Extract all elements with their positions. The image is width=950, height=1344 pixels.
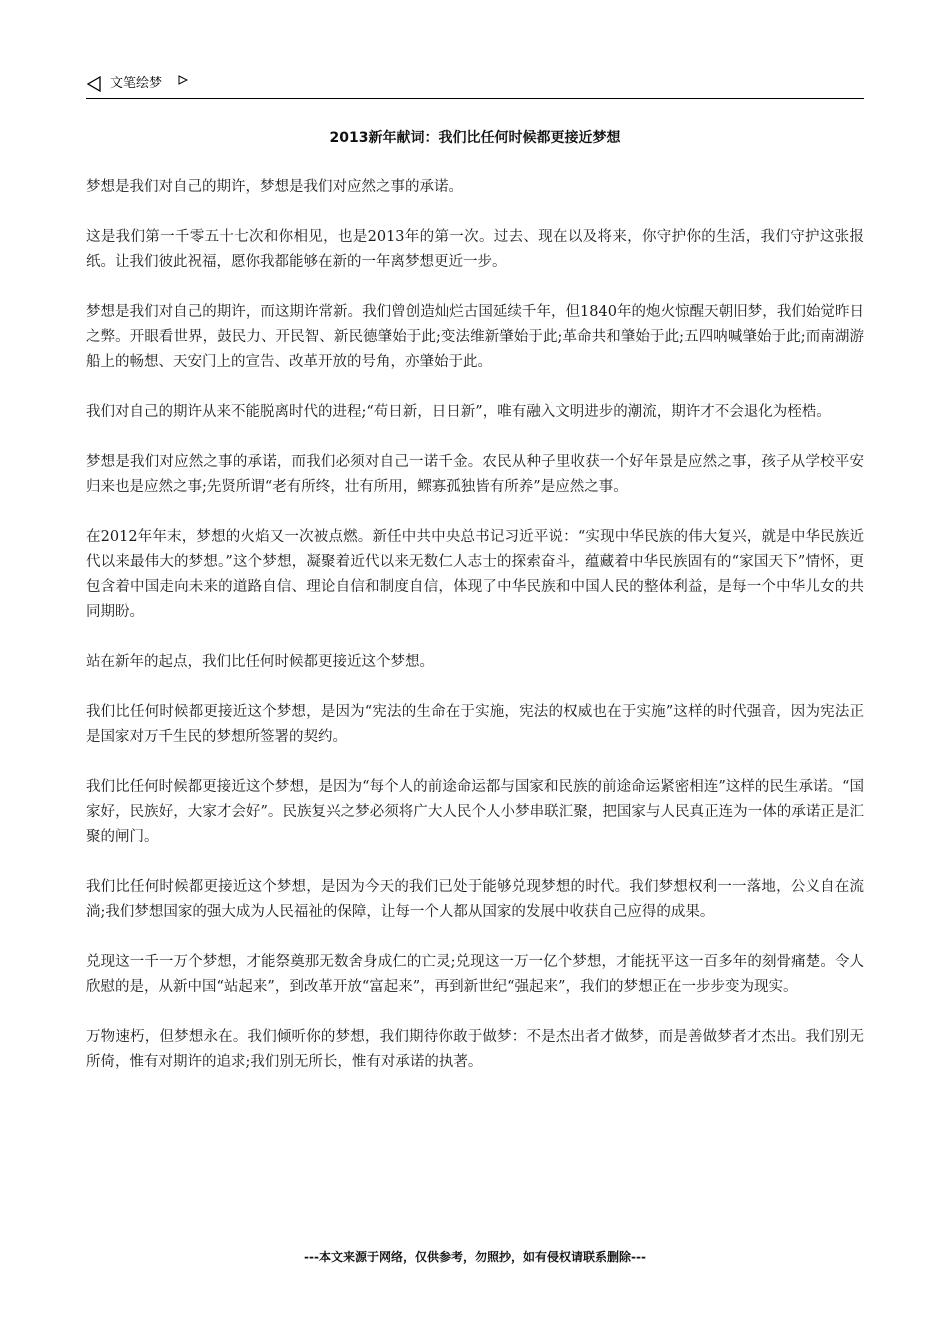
header-brand: 文笔绘梦 (110, 76, 163, 91)
paragraph: 在2012年年末，梦想的火焰又一次被点燃。新任中共中央总书记习近平说：“实现中华民族的伟大复兴，就是中华民族近代以来最伟大的梦想。”这个梦想，凝聚着近代以来无数仁人志士的探索奋斗，蕴藏着中华民族固有的“家国天下”情怀，更包含着中国走向未来的道路自信、理论自信和制度自信，体现了中华民族和中国人民的整体利益，是每一个中华儿女的共同期盼。 (86, 529, 864, 620)
triangle-right-icon (178, 75, 188, 85)
paragraph: 梦想是我们对自己的期许，梦想是我们对应然之事的承诺。 (86, 179, 463, 195)
document-title: 2013新年献词：我们比任何时候都更接近梦想 (329, 130, 621, 146)
paragraph: 我们比任何时候都更接近这个梦想，是因为“每个人的前途命运都与国家和民族的前途命运紧密相连”这样的民生承诺。“国家好，民族好，大家才会好”。民族复兴之梦必须将广大人民个人小梦串联汇聚，把国家与人民真正连为一体的承诺正是汇聚的闸门。 (86, 779, 864, 845)
paragraph: 万物速朽，但梦想永在。我们倾听你的梦想，我们期待你敢于做梦：不是杰出者才做梦，而是善做梦者才杰出。我们别无所倚，惟有对期许的追求;我们别无所长，惟有对承诺的执著。 (86, 1029, 864, 1070)
footer-disclaimer: ---本文来源于网络，仅供参考，勿照抄，如有侵权请联系删除--- (304, 1250, 646, 1264)
paragraph: 站在新年的起点，我们比任何时候都更接近这个梦想。 (86, 654, 434, 670)
paragraph: 我们比任何时候都更接近这个梦想，是因为今天的我们已处于能够兑现梦想的时代。我们梦想权利一一落地，公义自在流淌;我们梦想国家的强大成为人民福祉的保障，让每一个人都从国家的发展中收获自己应得的成果。 (86, 879, 864, 920)
paragraph: 梦想是我们对应然之事的承诺，而我们必须对自己一诺千金。农民从种子里收获一个好年景是应然之事，孩子从学校平安归来也是应然之事;先贤所谓“老有所终，壮有所用，鳏寡孤独皆有所养”是应然之事。 (86, 454, 864, 495)
paragraph: 我们对自己的期许从来不能脱离时代的进程;“苟日新，日日新”，唯有融入文明进步的潮流，期许才不会退化为桎梏。 (86, 404, 831, 420)
paragraph: 我们比任何时候都更接近这个梦想，是因为“宪法的生命在于实施，宪法的权威也在于实施”这样的时代强音，因为宪法正是国家对万千生民的梦想所签署的契约。 (86, 704, 864, 745)
triangle-left-icon (86, 76, 102, 92)
paragraph: 这是我们第一千零五十七次和你相见，也是2013年的第一次。过去、现在以及将来，你守护你的生活，我们守护这张报纸。让我们彼此祝福，愿你我都能够在新的一年离梦想更近一步。 (86, 229, 864, 270)
document-body (86, 175, 864, 1100)
paragraph: 兑现这一千一万个梦想，才能祭奠那无数舍身成仁的亡灵;兑现这一万一亿个梦想，才能抚平这一百多年的刻骨痛楚。令人欣慰的是，从新中国“站起来”，到改革开放“富起来”，再到新世纪“强起来”，我们的梦想正在一步步变为现实。 (86, 954, 864, 995)
page-header (86, 72, 864, 99)
paragraph: 梦想是我们对自己的期许，而这期许常新。我们曾创造灿烂古国延续千年，但1840年的炮火惊醒天朝旧梦，我们始觉昨日之弊。开眼看世界，鼓民力、开民智、新民德肇始于此;变法维新肇始于此;革命共和肇始于此;五四呐喊肇始于此;而南湖游船上的畅想、天安门上的宣告、改革开放的号角，亦肇始于此。 (86, 304, 864, 370)
